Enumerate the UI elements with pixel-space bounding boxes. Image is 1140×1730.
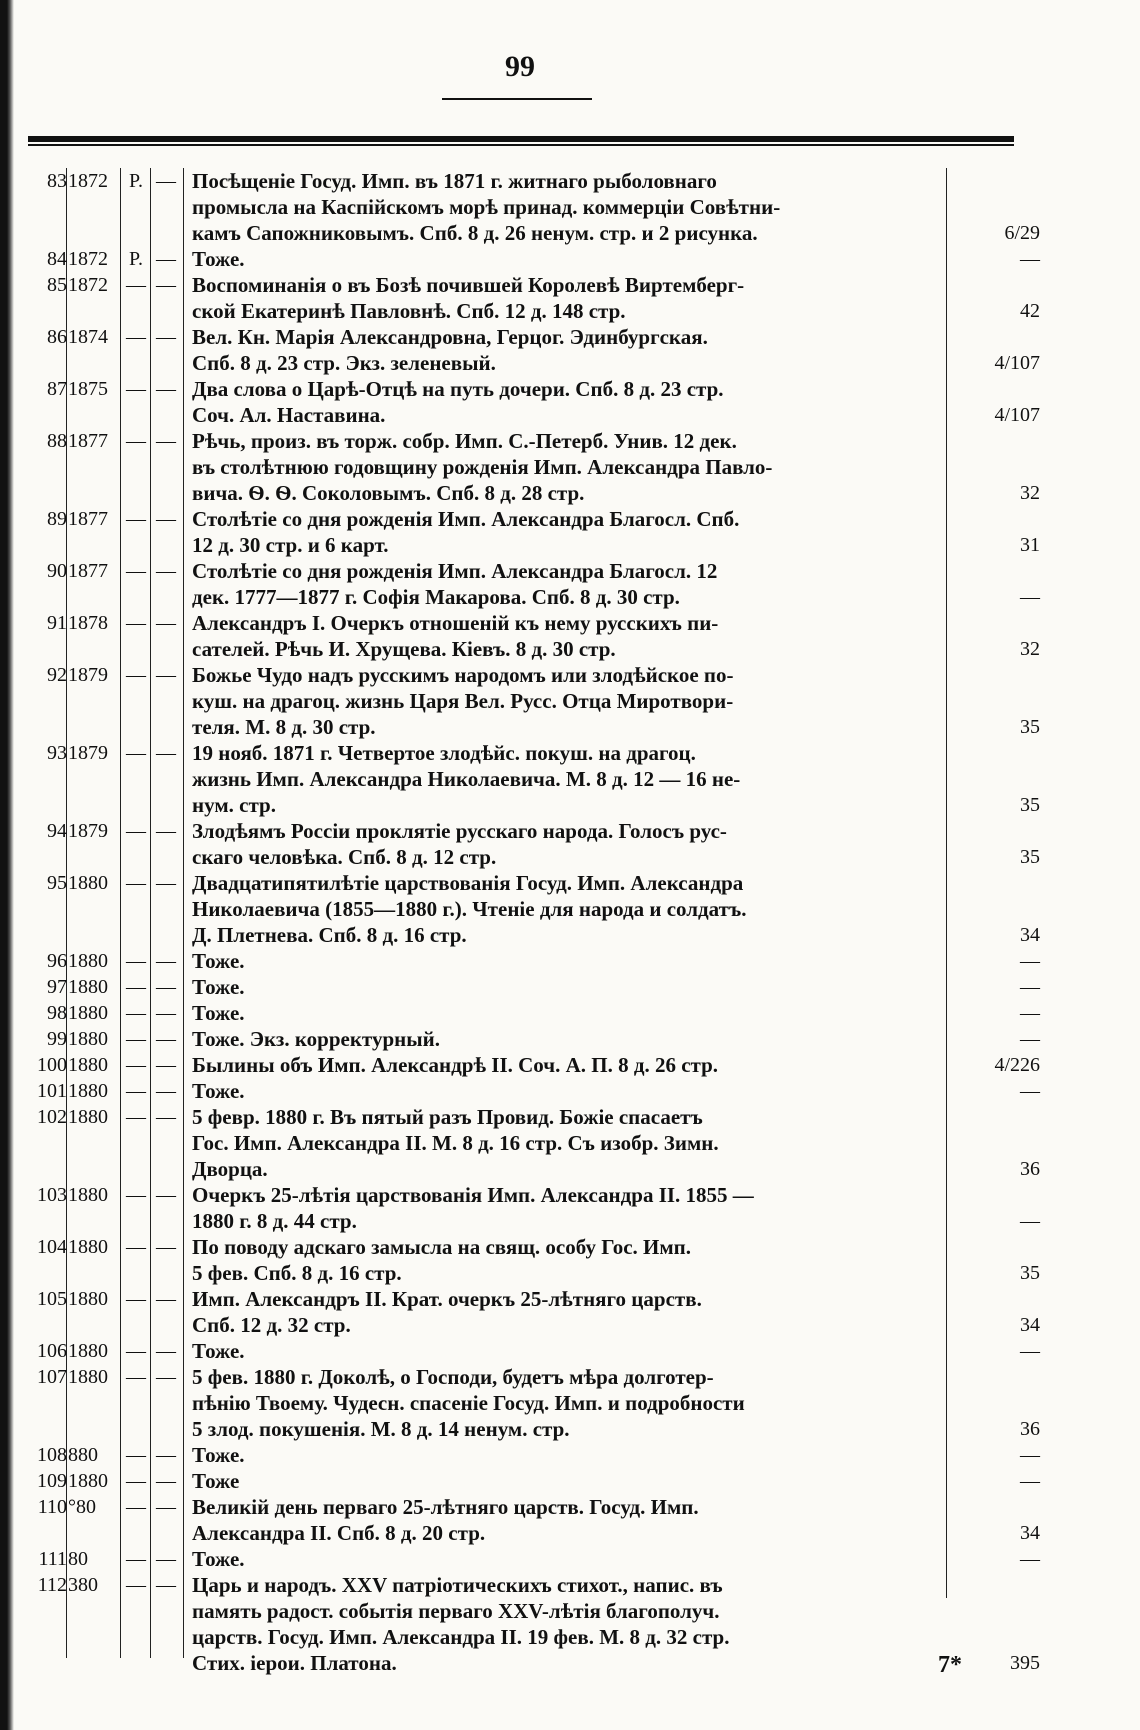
- catalogue-entry: [0, 1234, 1140, 1286]
- entry-description: Царь и народъ. XXV патріотическихъ стихот., напис. въ память радост. событія перваго XXV-лѣтія благополуч. царств. Госуд. Имп. Александра II. 19 фев. М. 8 д. 32 стр. Стих. іерои. Платона.: [192, 1573, 730, 1675]
- entry-description: 5 февр. 1880 г. Въ пятый разъ Провид. Божіе спасаетъ Гос. Имп. Александра II. М. 8 д. 16 стр. Съ изобр. Зимн. Дворца.: [192, 1105, 719, 1181]
- entry-description: 5 фев. 1880 г. Доколѣ, о Господи, будетъ мѣра долготер- пѣнію Твоему. Чудесн. спасеніе Госуд. Имп. и подробности 5 злод. покушенія. М. 8 д. 14 ненум. стр.: [192, 1365, 745, 1441]
- entry-year: 1880: [68, 1106, 108, 1128]
- entry-mark: —: [126, 612, 146, 634]
- entry-mark-2: —: [156, 248, 176, 270]
- catalogue-entry: [0, 376, 1140, 428]
- catalogue-entry: [0, 974, 1140, 1000]
- entry-mark: —: [126, 820, 146, 842]
- entry-price: —: [1020, 1470, 1040, 1492]
- signature-mark: 7*: [938, 1652, 962, 1678]
- entry-description: Тоже.: [192, 1339, 245, 1363]
- entry-mark-2: —: [156, 378, 176, 400]
- entry-mark: —: [126, 378, 146, 400]
- entry-price: 34: [1020, 924, 1040, 946]
- entry-year: 1877: [68, 508, 108, 530]
- entry-number: 84: [47, 248, 67, 270]
- entry-mark: —: [126, 976, 146, 998]
- entry-number: 105: [37, 1288, 67, 1310]
- entry-mark: —: [126, 1002, 146, 1024]
- entry-number: 90: [47, 560, 67, 582]
- entry-number: 89: [47, 508, 67, 530]
- entry-description: Тоже: [192, 1469, 240, 1493]
- entry-number: 112: [37, 1574, 67, 1596]
- catalogue-entry: [0, 1182, 1140, 1234]
- entry-year: 1872: [68, 274, 108, 296]
- catalogue-entry: [0, 740, 1140, 818]
- catalogue-entry: [0, 870, 1140, 948]
- entry-mark-2: —: [156, 1548, 176, 1570]
- entry-year: 1880: [68, 1340, 108, 1362]
- entry-mark: —: [126, 1288, 146, 1310]
- entry-mark-2: —: [156, 976, 176, 998]
- entry-mark-2: —: [156, 872, 176, 894]
- catalogue-entries: [0, 168, 1140, 1676]
- entry-number: 92: [47, 664, 67, 686]
- catalogue-entry: [0, 1468, 1140, 1494]
- entry-number: 107: [37, 1366, 67, 1388]
- catalogue-entry: [0, 1078, 1140, 1104]
- entry-mark-2: —: [156, 612, 176, 634]
- entry-year: 1880: [68, 872, 108, 894]
- entry-number: 97: [47, 976, 67, 998]
- entry-description: Рѣчь, произ. въ торж. собр. Имп. С.-Петерб. Унив. 12 дек. въ столѣтнюю годовщину рожденія Имп. Александра Павло- вича. Ѳ. Ѳ. Соколовымъ. Спб. 8 д. 28 стр.: [192, 429, 773, 505]
- catalogue-entry: [0, 168, 1140, 246]
- entry-description: Столѣтіе со дня рожденія Имп. Александра Благосл. Спб. 12 д. 30 стр. и 6 карт.: [192, 507, 740, 557]
- entry-mark: —: [126, 1366, 146, 1388]
- entry-description: Два слова о Царѣ-Отцѣ на путь дочери. Спб. 8 д. 23 стр. Соч. Ал. Наставина.: [192, 377, 724, 427]
- catalogue-entry: [0, 1494, 1140, 1546]
- entry-price: —: [1020, 1028, 1040, 1050]
- entry-number: 106: [37, 1340, 67, 1362]
- entry-price: 36: [1020, 1418, 1040, 1440]
- entry-year: 1880: [68, 1470, 108, 1492]
- entry-price: 4/226: [994, 1054, 1040, 1076]
- catalogue-entry: [0, 428, 1140, 506]
- entry-description: Тоже.: [192, 247, 245, 271]
- entry-number: 94: [47, 820, 67, 842]
- entry-number: 103: [37, 1184, 67, 1206]
- entry-year: 1874: [68, 326, 108, 348]
- catalogue-entry: [0, 1546, 1140, 1572]
- entry-year: 380: [68, 1574, 98, 1596]
- entry-year: 1880: [68, 950, 108, 972]
- entry-price: 36: [1020, 1158, 1040, 1180]
- entry-price: 34: [1020, 1314, 1040, 1336]
- entry-year: 1880: [68, 1080, 108, 1102]
- entry-number: 102: [37, 1106, 67, 1128]
- entry-price: —: [1020, 1548, 1040, 1570]
- entry-price: —: [1020, 248, 1040, 270]
- entry-mark-2: —: [156, 1054, 176, 1076]
- entry-price: 6/29: [1004, 222, 1040, 244]
- entry-number: 87: [47, 378, 67, 400]
- entry-number: 99: [47, 1028, 67, 1050]
- entry-mark: —: [126, 274, 146, 296]
- entry-price: —: [1020, 976, 1040, 998]
- entry-description: Тоже.: [192, 1079, 245, 1103]
- entry-description: Двадцатипятилѣтіе царствованія Госуд. Имп. Александра Николаевича (1855—1880 г.). Чтеніе для народа и солдатъ. Д. Плетнева. Спб. 8 д. 16 стр.: [192, 871, 747, 947]
- entry-price: —: [1020, 950, 1040, 972]
- entry-description: Посѣщеніе Госуд. Имп. въ 1871 г. житнаго рыболовнаго промысла на Каспійскомъ морѣ принад. коммерціи Совѣтни- камъ Сапожниковымъ. Спб. 8 д. 26 ненум. стр. и 2 рисунка.: [192, 169, 781, 245]
- catalogue-entry: [0, 1052, 1140, 1078]
- entry-price: 42: [1020, 300, 1040, 322]
- entry-number: 100: [37, 1054, 67, 1076]
- entry-number: 104: [37, 1236, 67, 1258]
- entry-mark: —: [126, 326, 146, 348]
- entry-price: —: [1020, 586, 1040, 608]
- catalogue-entry: [0, 324, 1140, 376]
- catalogue-entry: [0, 558, 1140, 610]
- entry-price: 4/107: [994, 404, 1040, 426]
- entry-mark-2: —: [156, 508, 176, 530]
- entry-mark-2: —: [156, 1106, 176, 1128]
- entry-mark-2: —: [156, 742, 176, 764]
- entry-mark: —: [126, 1080, 146, 1102]
- entry-year: 80: [68, 1548, 88, 1570]
- entry-price: —: [1020, 1340, 1040, 1362]
- entry-mark-2: —: [156, 1080, 176, 1102]
- entry-number: 88: [47, 430, 67, 452]
- entry-number: 111: [38, 1548, 67, 1570]
- catalogue-entry: [0, 818, 1140, 870]
- entry-price: 32: [1020, 482, 1040, 504]
- entry-year: 1880: [68, 976, 108, 998]
- entry-price: 31: [1020, 534, 1040, 556]
- entry-mark-2: —: [156, 1002, 176, 1024]
- catalogue-entry: [0, 506, 1140, 558]
- catalogue-entry: [0, 1286, 1140, 1338]
- entry-mark-2: —: [156, 1496, 176, 1518]
- catalogue-entry: [0, 948, 1140, 974]
- entry-description: Тоже.: [192, 1443, 245, 1467]
- entry-mark-2: —: [156, 1288, 176, 1310]
- entry-year: 1872: [68, 248, 108, 270]
- entry-mark-2: —: [156, 1340, 176, 1362]
- header-rule-thin: [28, 144, 1014, 146]
- entry-price: 35: [1020, 846, 1040, 868]
- entry-mark: —: [126, 872, 146, 894]
- entry-description: Тоже.: [192, 975, 245, 999]
- entry-year: 1877: [68, 430, 108, 452]
- entry-year: 1877: [68, 560, 108, 582]
- entry-mark-2: —: [156, 1236, 176, 1258]
- entry-number: 85: [47, 274, 67, 296]
- entry-year: 1880: [68, 1366, 108, 1388]
- entry-year: 1879: [68, 820, 108, 842]
- entry-year: 880: [68, 1444, 98, 1466]
- entry-mark: —: [126, 1574, 146, 1596]
- entry-number: 86: [47, 326, 67, 348]
- entry-mark-2: —: [156, 326, 176, 348]
- entry-price: 34: [1020, 1522, 1040, 1544]
- entry-mark: —: [126, 1054, 146, 1076]
- entry-mark: —: [126, 742, 146, 764]
- entry-number: 109: [37, 1470, 67, 1492]
- entry-mark: —: [126, 1236, 146, 1258]
- entry-description: По поводу адскаго замысла на свящ. особу Гос. Имп. 5 фев. Спб. 8 д. 16 стр.: [192, 1235, 692, 1285]
- catalogue-entry: [0, 1572, 1140, 1676]
- entry-year: 1879: [68, 742, 108, 764]
- entry-year: 1880: [68, 1236, 108, 1258]
- entry-description: Александръ I. Очеркъ отношеній къ нему русскихъ пи- сателей. Рѣчь И. Хрущева. Кіевъ. 8 д. 30 стр.: [192, 611, 719, 661]
- entry-mark: —: [126, 950, 146, 972]
- entry-description: Великій день перваго 25-лѣтняго царств. Госуд. Имп. Александра II. Спб. 8 д. 20 стр.: [192, 1495, 699, 1545]
- entry-mark-2: —: [156, 1444, 176, 1466]
- entry-mark-2: —: [156, 820, 176, 842]
- entry-mark: —: [126, 508, 146, 530]
- entry-number: 110: [37, 1496, 67, 1518]
- entry-number: 101: [37, 1080, 67, 1102]
- entry-description: Очеркъ 25-лѣтія царствованія Имп. Александра II. 1855 — 1880 г. 8 д. 44 стр.: [192, 1183, 754, 1233]
- catalogue-entry: [0, 1104, 1140, 1182]
- entry-number: 108: [37, 1444, 67, 1466]
- entry-year: 1880: [68, 1028, 108, 1050]
- entry-mark: —: [126, 1444, 146, 1466]
- entry-price: 35: [1020, 716, 1040, 738]
- entry-mark: —: [126, 1028, 146, 1050]
- catalogue-entry: [0, 610, 1140, 662]
- entry-mark-2: —: [156, 1184, 176, 1206]
- entry-mark: P.: [129, 248, 143, 270]
- catalogue-entry: [0, 272, 1140, 324]
- entry-mark: —: [126, 1184, 146, 1206]
- entry-mark: —: [126, 430, 146, 452]
- entry-description: Имп. Александръ II. Крат. очеркъ 25-лѣтняго царств. Спб. 12 д. 32 стр.: [192, 1287, 702, 1337]
- entry-price: —: [1020, 1002, 1040, 1024]
- entry-mark: P.: [129, 170, 143, 192]
- entry-year: 1880: [68, 1288, 108, 1310]
- page-number-rule: [442, 98, 592, 100]
- entry-description: 19 нояб. 1871 г. Четвертое злодѣйс. покуш. на драгоц. жизнь Имп. Александра Николаевича. М. 8 д. 12 — 16 не- нум. стр.: [192, 741, 741, 817]
- entry-price: 395: [1010, 1652, 1040, 1674]
- entry-year: 1879: [68, 664, 108, 686]
- entry-price: —: [1020, 1210, 1040, 1232]
- catalogue-entry: [0, 1364, 1140, 1442]
- entry-mark-2: —: [156, 1470, 176, 1492]
- entry-description: Былины объ Имп. Александрѣ II. Соч. А. П. 8 д. 26 стр.: [192, 1053, 719, 1077]
- page-number: 99: [505, 50, 535, 83]
- entry-price: 4/107: [994, 352, 1040, 374]
- entry-price: 32: [1020, 638, 1040, 660]
- entry-year: 1880: [68, 1054, 108, 1076]
- entry-year: 1875: [68, 378, 108, 400]
- header-rule: [28, 136, 1014, 142]
- entry-mark: —: [126, 1340, 146, 1362]
- entry-mark: —: [126, 1106, 146, 1128]
- entry-year: 1880: [68, 1002, 108, 1024]
- entry-mark: —: [126, 1548, 146, 1570]
- entry-mark-2: —: [156, 950, 176, 972]
- entry-mark-2: —: [156, 274, 176, 296]
- entry-number: 93: [47, 742, 67, 764]
- catalogue-entry: [0, 1026, 1140, 1052]
- entry-description: Тоже.: [192, 1547, 245, 1571]
- entry-price: —: [1020, 1080, 1040, 1102]
- entry-description: Тоже.: [192, 949, 245, 973]
- entry-mark-2: —: [156, 430, 176, 452]
- entry-description: Вел. Кн. Марія Александровна, Герцог. Эдинбургская. Спб. 8 д. 23 стр. Экз. зеленевый.: [192, 325, 708, 375]
- entry-year: 1872: [68, 170, 108, 192]
- catalogue-entry: [0, 246, 1140, 272]
- entry-year: 1880: [68, 1184, 108, 1206]
- entry-mark-2: —: [156, 170, 176, 192]
- entry-description: Тоже. Экз. корректурный.: [192, 1027, 440, 1051]
- entry-description: Божье Чудо надъ русскимъ народомъ или злодѣйское по- куш. на драгоц. жизнь Царя Вел. Русс. Отца Миротвори- теля. М. 8 д. 30 стр.: [192, 663, 734, 739]
- entry-number: 83: [47, 170, 67, 192]
- entry-price: 35: [1020, 1262, 1040, 1284]
- entry-year: °80: [68, 1496, 96, 1518]
- entry-year: 1878: [68, 612, 108, 634]
- catalogue-entry: [0, 1442, 1140, 1468]
- entry-description: Тоже.: [192, 1001, 245, 1025]
- entry-mark-2: —: [156, 1028, 176, 1050]
- catalogue-entry: [0, 1000, 1140, 1026]
- entry-mark-2: —: [156, 1574, 176, 1596]
- entry-mark-2: —: [156, 1366, 176, 1388]
- catalogue-entry: [0, 662, 1140, 740]
- entry-mark: —: [126, 1470, 146, 1492]
- entry-description: Злодѣямъ Россіи проклятіе русскаго народа. Голосъ рус- скаго человѣка. Спб. 8 д. 12 стр.: [192, 819, 727, 869]
- entry-mark-2: —: [156, 664, 176, 686]
- entry-description: Столѣтіе со дня рожденія Имп. Александра Благосл. 12 дек. 1777—1877 г. Софія Макарова. Спб. 8 д. 30 стр.: [192, 559, 718, 609]
- entry-number: 96: [47, 950, 67, 972]
- entry-price: —: [1020, 1444, 1040, 1466]
- catalogue-entry: [0, 1338, 1140, 1364]
- entry-number: 91: [47, 612, 67, 634]
- entry-number: 98: [47, 1002, 67, 1024]
- entry-description: Воспоминанія о въ Бозѣ почившей Королевѣ Виртемберг- ской Екатеринѣ Павловнѣ. Спб. 12 д. 148 стр.: [192, 273, 745, 323]
- entry-price: 35: [1020, 794, 1040, 816]
- entry-mark-2: —: [156, 560, 176, 582]
- entry-mark: —: [126, 1496, 146, 1518]
- entry-number: 95: [47, 872, 67, 894]
- entry-mark: —: [126, 560, 146, 582]
- entry-mark: —: [126, 664, 146, 686]
